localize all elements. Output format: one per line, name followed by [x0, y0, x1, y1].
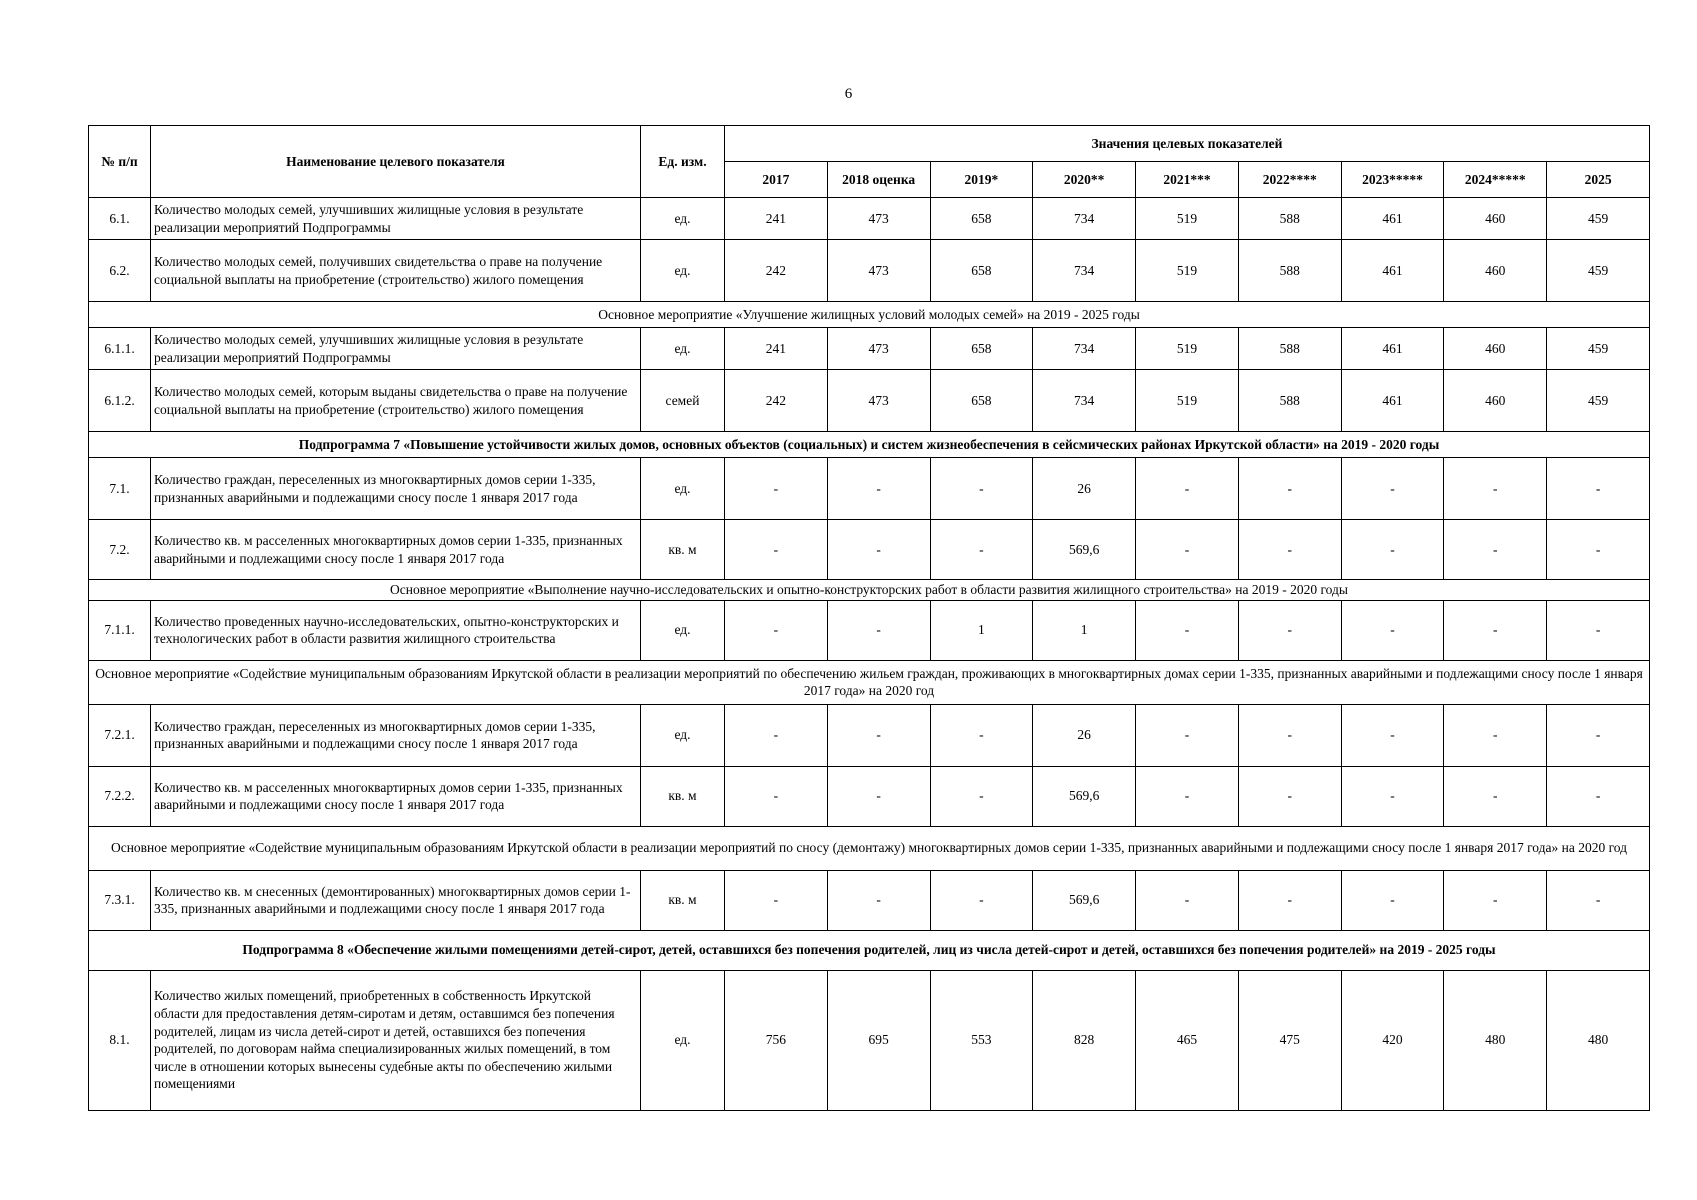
- value-cell: -: [1136, 600, 1239, 660]
- table-body: [89, 198, 1650, 1111]
- table-row: [89, 766, 1650, 826]
- unit-cell: ед.: [641, 600, 725, 660]
- header-year: 2020**: [1033, 162, 1136, 198]
- unit-cell: ед.: [641, 198, 725, 240]
- value-cell: 473: [827, 328, 930, 370]
- header-year: 2025: [1547, 162, 1650, 198]
- value-cell: 241: [725, 198, 828, 240]
- value-cell: -: [1238, 600, 1341, 660]
- value-cell: 459: [1547, 370, 1650, 432]
- value-cell: 553: [930, 970, 1033, 1110]
- table-row: [89, 328, 1650, 370]
- header-year: 2017: [725, 162, 828, 198]
- indicator-name: Количество кв. м расселенных многоквартирных домов серии 1-335, признанных аварийными и подлежащими сносу после 1 января 2017 года: [151, 520, 641, 580]
- unit-cell: кв. м: [641, 766, 725, 826]
- value-cell: -: [1444, 870, 1547, 930]
- table-row: [89, 370, 1650, 432]
- value-cell: -: [1238, 766, 1341, 826]
- unit-cell: кв. м: [641, 520, 725, 580]
- value-cell: -: [1341, 704, 1444, 766]
- table-row: [89, 240, 1650, 302]
- value-cell: -: [827, 458, 930, 520]
- indicator-name: Количество проведенных научно-исследовательских, опытно-конструкторских и технологических работ в области развития жилищного строительства: [151, 600, 641, 660]
- value-cell: 26: [1033, 458, 1136, 520]
- value-cell: -: [1238, 458, 1341, 520]
- row-number: 6.1.: [89, 198, 151, 240]
- table-row: [89, 970, 1650, 1110]
- value-cell: -: [725, 520, 828, 580]
- header-year: 2024*****: [1444, 162, 1547, 198]
- row-number: 7.3.1.: [89, 870, 151, 930]
- value-cell: -: [1547, 704, 1650, 766]
- table-row: [89, 704, 1650, 766]
- page-number: 6: [844, 86, 853, 102]
- value-cell: -: [1547, 520, 1650, 580]
- value-cell: -: [827, 704, 930, 766]
- value-cell: -: [725, 600, 828, 660]
- row-number: 6.1.1.: [89, 328, 151, 370]
- value-cell: -: [1136, 870, 1239, 930]
- value-cell: 460: [1444, 198, 1547, 240]
- value-cell: 461: [1341, 370, 1444, 432]
- value-cell: -: [1547, 870, 1650, 930]
- header-no: № п/п: [89, 126, 151, 198]
- value-cell: 420: [1341, 970, 1444, 1110]
- value-cell: -: [1444, 766, 1547, 826]
- value-cell: -: [1238, 704, 1341, 766]
- value-cell: -: [1238, 870, 1341, 930]
- value-cell: 734: [1033, 198, 1136, 240]
- section-title: Подпрограмма 7 «Повышение устойчивости жилых домов, основных объектов (социальных) и систем жизнеобеспечения в сейсмических районах Иркутской области» на 2019 - 2020 годы: [89, 432, 1650, 458]
- value-cell: -: [1341, 520, 1444, 580]
- row-number: 7.2.: [89, 520, 151, 580]
- unit-cell: ед.: [641, 704, 725, 766]
- unit-cell: ед.: [641, 240, 725, 302]
- value-cell: -: [930, 458, 1033, 520]
- header-year: 2018 оценка: [827, 162, 930, 198]
- value-cell: -: [1136, 520, 1239, 580]
- section-title: Основное мероприятие «Содействие муниципальным образованиям Иркутской области в реализации мероприятий по сносу (демонтажу) многоквартирных домов серии 1-335, признанных аварийными и подлежащими сносу после 1 января 2017 года» на 2020 год: [89, 826, 1650, 870]
- table-row: [89, 198, 1650, 240]
- section-title: Основное мероприятие «Улучшение жилищных условий молодых семей» на 2019 - 2025 годы: [89, 302, 1650, 328]
- value-cell: 465: [1136, 970, 1239, 1110]
- value-cell: -: [725, 870, 828, 930]
- value-cell: 473: [827, 370, 930, 432]
- section-row: [89, 580, 1650, 601]
- value-cell: 459: [1547, 198, 1650, 240]
- section-row: [89, 930, 1650, 970]
- value-cell: -: [1136, 704, 1239, 766]
- unit-cell: кв. м: [641, 870, 725, 930]
- value-cell: 695: [827, 970, 930, 1110]
- header-unit: Ед. изм.: [641, 126, 725, 198]
- value-cell: 658: [930, 198, 1033, 240]
- value-cell: -: [827, 766, 930, 826]
- section-row: [89, 660, 1650, 704]
- value-cell: -: [1444, 704, 1547, 766]
- value-cell: 241: [725, 328, 828, 370]
- value-cell: 242: [725, 240, 828, 302]
- value-cell: -: [1238, 520, 1341, 580]
- value-cell: -: [1136, 458, 1239, 520]
- table-row: [89, 600, 1650, 660]
- target-indicators-table: [88, 125, 1650, 1111]
- value-cell: 734: [1033, 328, 1136, 370]
- value-cell: 475: [1238, 970, 1341, 1110]
- value-cell: 588: [1238, 370, 1341, 432]
- section-title: Основное мероприятие «Содействие муниципальным образованиям Иркутской области в реализации мероприятий по обеспечению жильем граждан, проживающих в многоквартирных домах серии 1-335, признанных аварийными и подлежащими сносу после 1 января 2017 года» на 2020 год: [89, 660, 1650, 704]
- table-row: [89, 520, 1650, 580]
- value-cell: -: [1444, 458, 1547, 520]
- value-cell: 658: [930, 370, 1033, 432]
- value-cell: -: [930, 520, 1033, 580]
- value-cell: -: [725, 704, 828, 766]
- value-cell: -: [1341, 766, 1444, 826]
- value-cell: 1: [1033, 600, 1136, 660]
- value-cell: -: [930, 704, 1033, 766]
- value-cell: -: [725, 458, 828, 520]
- indicator-name: Количество кв. м расселенных многоквартирных домов серии 1-335, признанных аварийными и подлежащими сносу после 1 января 2017 года: [151, 766, 641, 826]
- value-cell: 519: [1136, 328, 1239, 370]
- indicator-name: Количество молодых семей, улучшивших жилищные условия в результате реализации мероприятий Подпрограммы: [151, 328, 641, 370]
- value-cell: 460: [1444, 370, 1547, 432]
- value-cell: 588: [1238, 198, 1341, 240]
- value-cell: 461: [1341, 240, 1444, 302]
- value-cell: -: [1444, 520, 1547, 580]
- table-row: [89, 458, 1650, 520]
- indicator-name: Количество молодых семей, получивших свидетельства о праве на получение социальной выплаты на приобретение (строительство) жилого помещения: [151, 240, 641, 302]
- value-cell: 26: [1033, 704, 1136, 766]
- value-cell: 734: [1033, 240, 1136, 302]
- value-cell: -: [1547, 600, 1650, 660]
- indicator-name: Количество кв. м снесенных (демонтированных) многоквартирных домов серии 1-335, признанных аварийными и подлежащими сносу после 1 января 2017 года: [151, 870, 641, 930]
- value-cell: 519: [1136, 240, 1239, 302]
- value-cell: -: [1341, 458, 1444, 520]
- value-cell: 569,6: [1033, 520, 1136, 580]
- section-row: [89, 826, 1650, 870]
- value-cell: -: [827, 870, 930, 930]
- header-year: 2021***: [1136, 162, 1239, 198]
- unit-cell: ед.: [641, 970, 725, 1110]
- indicator-name: Количество граждан, переселенных из многоквартирных домов серии 1-335, признанных аварийными и подлежащими сносу после 1 января 2017 года: [151, 704, 641, 766]
- value-cell: 461: [1341, 328, 1444, 370]
- value-cell: 588: [1238, 240, 1341, 302]
- value-cell: -: [827, 520, 930, 580]
- header-year: 2019*: [930, 162, 1033, 198]
- value-cell: -: [1341, 600, 1444, 660]
- row-number: 6.1.2.: [89, 370, 151, 432]
- value-cell: 734: [1033, 370, 1136, 432]
- value-cell: 658: [930, 240, 1033, 302]
- value-cell: 459: [1547, 240, 1650, 302]
- unit-cell: ед.: [641, 328, 725, 370]
- header-year: 2023*****: [1341, 162, 1444, 198]
- header-year: 2022****: [1238, 162, 1341, 198]
- value-cell: 480: [1444, 970, 1547, 1110]
- indicator-name: Количество жилых помещений, приобретенных в собственность Иркутской области для предоставления детям-сиротам и детям, оставшимся без попечения родителей, лицам из числа детей-сирот и детей, оставшихся без попечения родителей, по договорам найма специализированных жилых помещений, в том числе в отношении которых вынесены судебные акты по обеспечению жилыми помещениями: [151, 970, 641, 1110]
- value-cell: -: [827, 600, 930, 660]
- value-cell: 519: [1136, 198, 1239, 240]
- value-cell: 588: [1238, 328, 1341, 370]
- value-cell: -: [725, 766, 828, 826]
- value-cell: 569,6: [1033, 870, 1136, 930]
- value-cell: 460: [1444, 240, 1547, 302]
- row-number: 8.1.: [89, 970, 151, 1110]
- value-cell: 461: [1341, 198, 1444, 240]
- row-number: 6.2.: [89, 240, 151, 302]
- header-name: Наименование целевого показателя: [151, 126, 641, 198]
- value-cell: -: [930, 870, 1033, 930]
- value-cell: 473: [827, 198, 930, 240]
- section-title: Подпрограмма 8 «Обеспечение жилыми помещениями детей-сирот, детей, оставшихся без попечения родителей, лиц из числа детей-сирот и детей, оставшихся без попечения родителей» на 2019 - 2025 годы: [89, 930, 1650, 970]
- value-cell: 519: [1136, 370, 1239, 432]
- value-cell: 459: [1547, 328, 1650, 370]
- value-cell: -: [1547, 458, 1650, 520]
- value-cell: 1: [930, 600, 1033, 660]
- value-cell: 658: [930, 328, 1033, 370]
- value-cell: 473: [827, 240, 930, 302]
- row-number: 7.2.2.: [89, 766, 151, 826]
- row-number: 7.1.: [89, 458, 151, 520]
- value-cell: -: [930, 766, 1033, 826]
- indicator-name: Количество молодых семей, которым выданы свидетельства о праве на получение социальной выплаты на приобретение (строительство) жилого помещения: [151, 370, 641, 432]
- row-number: 7.2.1.: [89, 704, 151, 766]
- value-cell: 460: [1444, 328, 1547, 370]
- section-row: [89, 302, 1650, 328]
- section-title: Основное мероприятие «Выполнение научно-исследовательских и опытно-конструкторских работ в области развития жилищного строительства» на 2019 - 2020 годы: [89, 580, 1650, 601]
- row-number: 7.1.1.: [89, 600, 151, 660]
- value-cell: -: [1547, 766, 1650, 826]
- indicator-name: Количество граждан, переселенных из многоквартирных домов серии 1-335, признанных аварийными и подлежащими сносу после 1 января 2017 года: [151, 458, 641, 520]
- value-cell: 480: [1547, 970, 1650, 1110]
- value-cell: 756: [725, 970, 828, 1110]
- header-values-title: Значения целевых показателей: [725, 126, 1650, 162]
- table-row: [89, 870, 1650, 930]
- indicator-name: Количество молодых семей, улучшивших жилищные условия в результате реализации мероприятий Подпрограммы: [151, 198, 641, 240]
- value-cell: -: [1341, 870, 1444, 930]
- value-cell: 242: [725, 370, 828, 432]
- value-cell: 569,6: [1033, 766, 1136, 826]
- unit-cell: семей: [641, 370, 725, 432]
- unit-cell: ед.: [641, 458, 725, 520]
- section-row: [89, 432, 1650, 458]
- value-cell: 828: [1033, 970, 1136, 1110]
- value-cell: -: [1136, 766, 1239, 826]
- value-cell: -: [1444, 600, 1547, 660]
- table-header: [89, 126, 1650, 198]
